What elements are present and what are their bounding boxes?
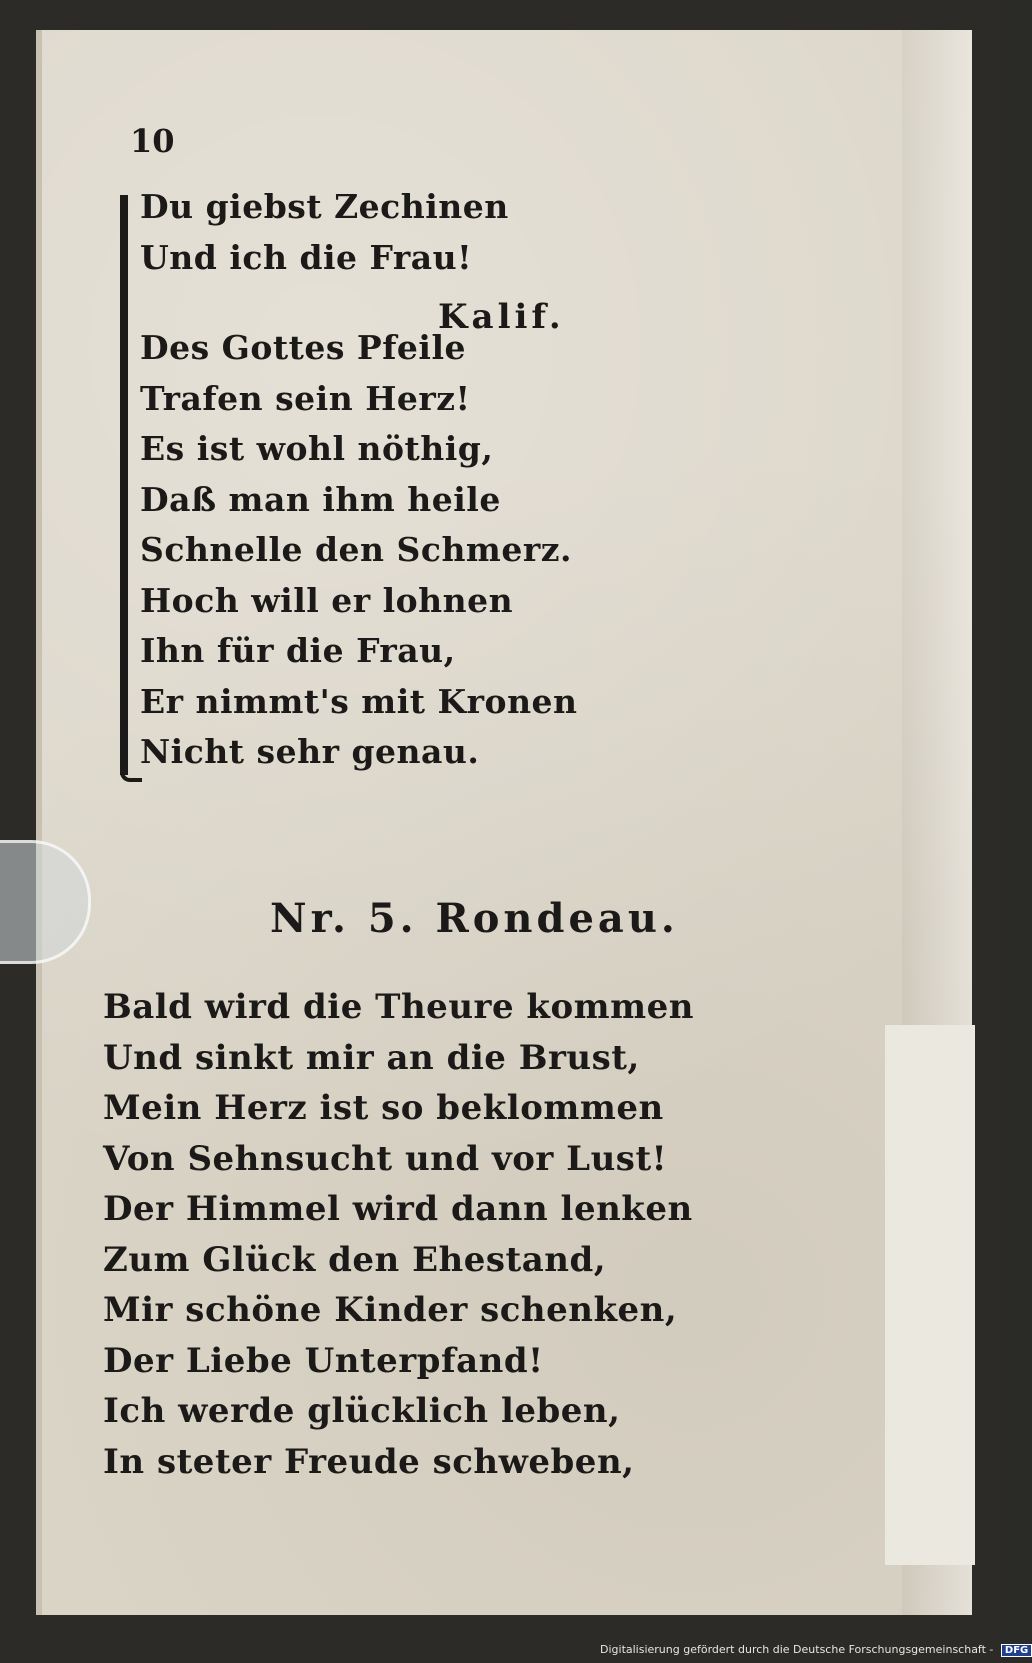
verse-line: Des Gottes Pfeile (140, 328, 466, 367)
verse-line: Und ich die Frau! (140, 237, 473, 277)
footer-text: Digitalisierung gefördert durch die Deutsche Forschungsgemeinschaft - (600, 1643, 994, 1656)
verse-line: Und sinkt mir an die Brust, (103, 1037, 640, 1078)
funding-footer (600, 1643, 1032, 1657)
verse-line: Es ist wohl nöthig, (140, 429, 494, 468)
dfg-logo: DFG (1001, 1644, 1032, 1657)
verse-line: Hoch will er lohnen (140, 580, 514, 620)
verse-line: Mir schöne Kinder schenken, (103, 1290, 678, 1330)
verse-line: Bald wird die Theure kommen (103, 987, 694, 1027)
verse-line: Mein Herz ist so beklommen (103, 1088, 664, 1128)
verse-line: In steter Freude schweben, (103, 1441, 635, 1482)
verse-line: Trafen sein Herz! (140, 378, 471, 418)
verse-line: Zum Glück den Ehestand, (103, 1239, 607, 1280)
verse-line: Daß man ihm heile (140, 479, 501, 519)
verse-line: Ihn für die Frau, (140, 631, 456, 670)
rondeau-text (103, 982, 694, 1487)
verse-line: Nicht sehr genau. (140, 732, 480, 771)
section-heading: Nr. 5. Rondeau. (270, 895, 679, 942)
verse-bracket-foot (120, 770, 142, 782)
verse-line: Schnelle den Schmerz. (140, 530, 572, 569)
verse-line: Der Liebe Unterpfand! (103, 1340, 544, 1381)
verse-line: Ich werde glücklich leben, (103, 1391, 621, 1431)
paper-strip (885, 1025, 975, 1565)
verse-line: Von Sehnsucht und vor Lust! (103, 1138, 668, 1179)
speaker-name: Kalif. (438, 297, 565, 337)
verse-line: Du giebst Zechinen (140, 187, 509, 226)
verse-block-1 (140, 182, 509, 283)
verse-bracket (120, 195, 128, 775)
page-number: 10 (130, 122, 175, 160)
verse-line: Er nimmt's mit Kronen (140, 681, 578, 721)
verse-line: Der Himmel wird dann lenken (103, 1189, 693, 1229)
verse-block-2 (140, 323, 578, 778)
